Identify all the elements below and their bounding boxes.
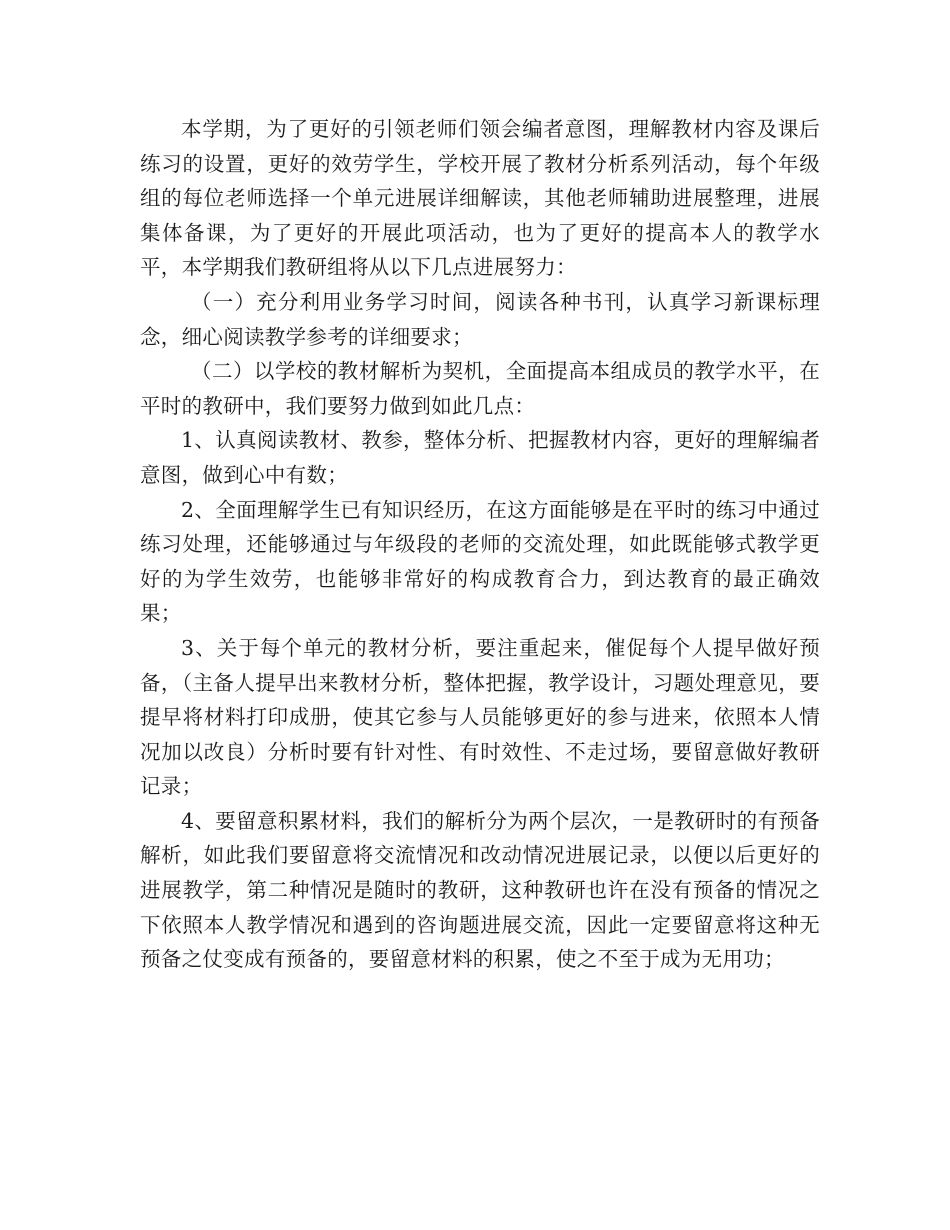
document-body	[140, 112, 820, 977]
paragraph-point-2: （二）以学校的教材解析为契机，全面提高本组成员的教学水平，在平时的教研中，我们要努力做到如此几点：	[140, 359, 820, 418]
paragraph-point-1: （一）充分利用业务学习时间，阅读各种书刊，认真学习新课标理念，细心阅读教学参考的详细要求；	[140, 289, 820, 349]
paragraph-item-1: 1、认真阅读教材、教参，整体分析、把握教材内容，更好的理解编者意图，做到心中有数；	[140, 428, 820, 487]
paragraph-item-4: 4、要留意积累材料，我们的解析分为两个层次，一是教研时的有预备解析，如此我们要留意将交流情况和改动情况进展记录，以便以后更好的进展教学，第二种情况是随时的教研，这种教研也许在没有预备的情况之下依照本人教学情况和遇到的咨询题进展交流，因此一定要留意将这种无预备之仗变成有预备的，要留意材料的积累，使之不至于成为无用功；	[140, 808, 820, 972]
paragraph-item-3: 3、关于每个单元的教材分析，要注重起来，催促每个人提早做好预备，（主备人提早出来教材分析，整体把握，教学设计，习题处理意见，要提早将材料打印成册，使其它参与人员能够更好的参与进来，依照本人情况加以改良）分析时要有针对性、有时效性、不走过场，要留意做好教研记录；	[140, 635, 820, 799]
paragraph-intro: 本学期，为了更好的引领老师们领会编者意图，理解教材内容及课后练习的设置，更好的效劳学生，学校开展了教材分析系列活动，每个年级组的每位老师选择一个单元进展详细解读，其他老师辅助进展整理，进展集体备课，为了更好的开展此项活动，也为了更好的提高本人的教学水平，本学期我们教研组将从以下几点进展努力：	[140, 117, 820, 280]
paragraph-item-2: 2、全面理解学生已有知识经历，在这方面能够是在平时的练习中通过练习处理，还能够通过与年级段的老师的交流处理，如此既能够式教学更好的为学生效劳，也能够非常好的构成教育合力，到达教育的最正确效果；	[140, 497, 820, 626]
